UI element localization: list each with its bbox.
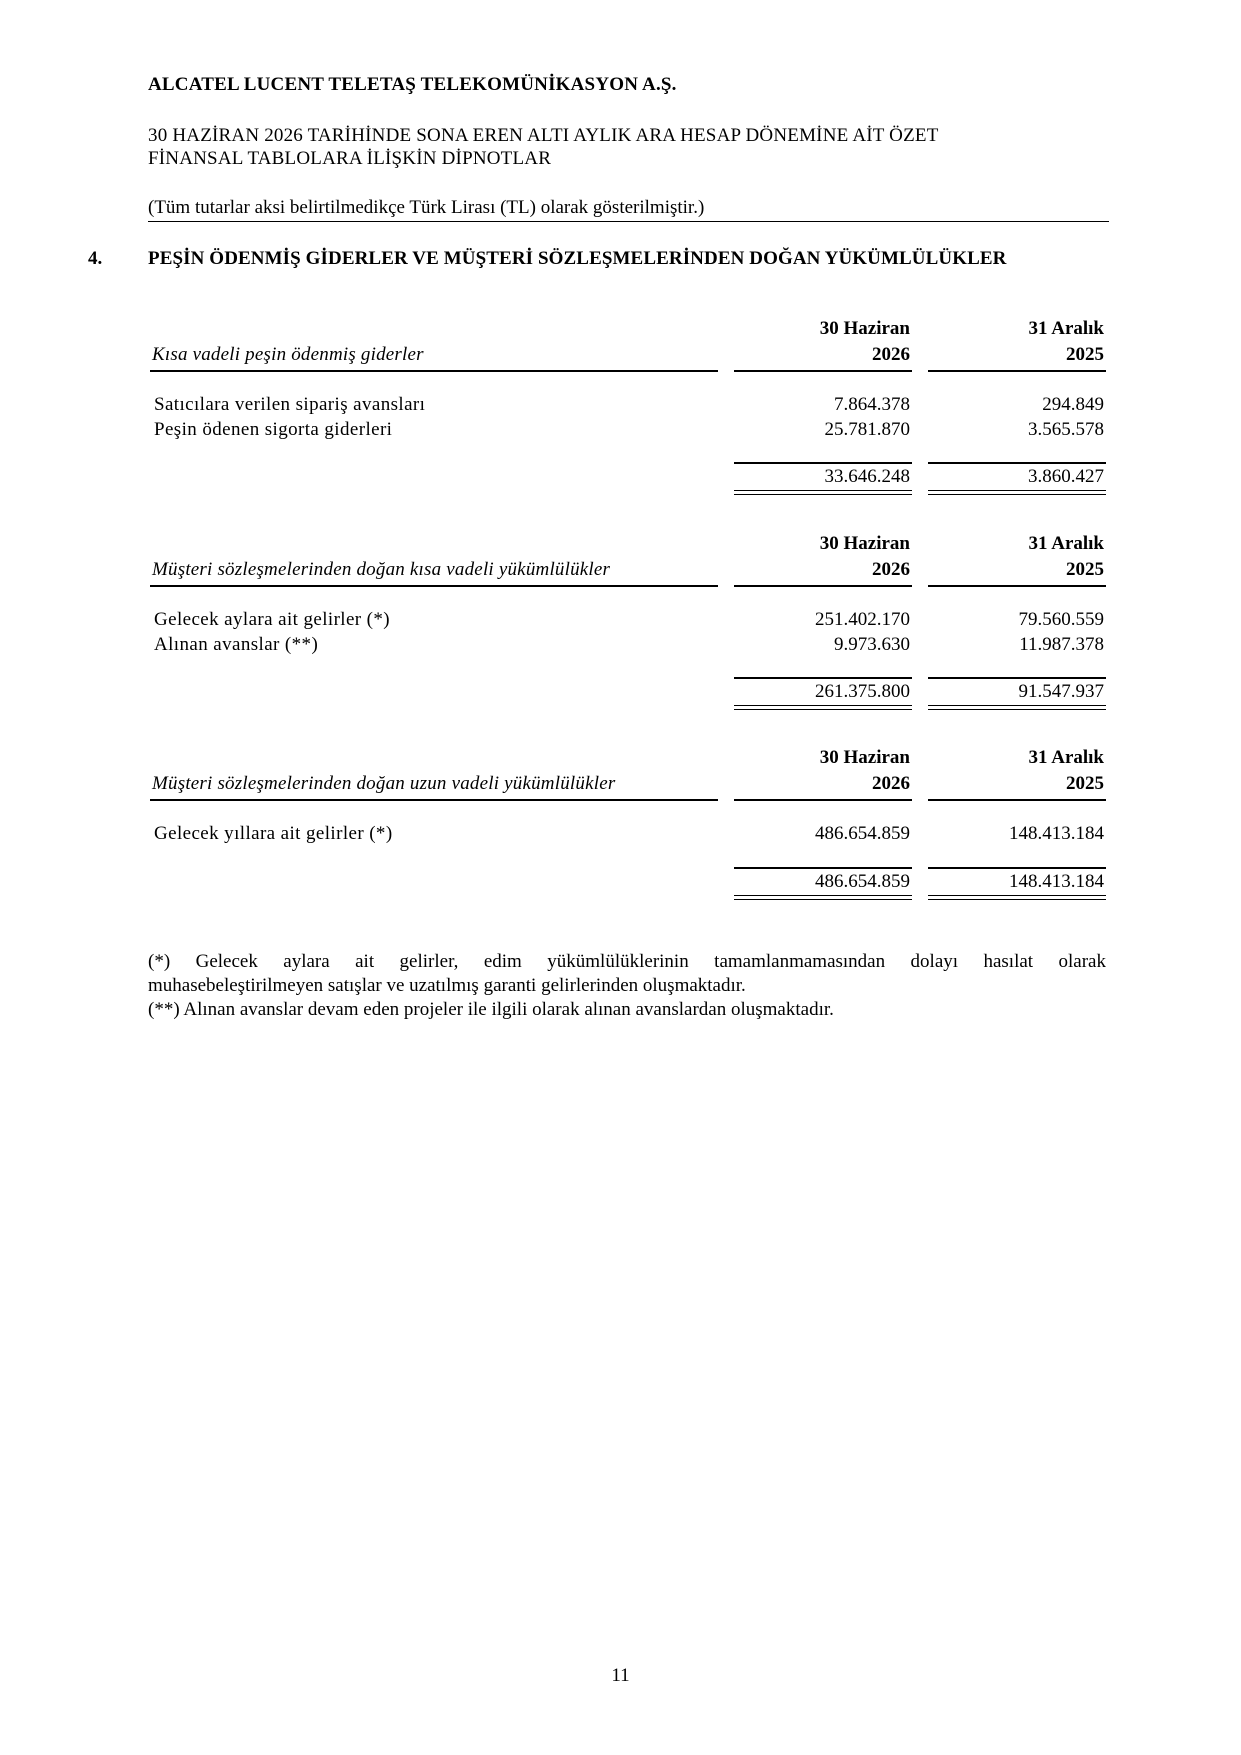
header-underline — [928, 799, 1106, 801]
total-row — [150, 679, 1106, 705]
column-header-line: 31 Aralık — [1028, 318, 1104, 339]
double-underline — [928, 494, 1106, 495]
double-underline — [734, 895, 912, 896]
currency-note: (Tüm tutarlar aksi belirtilmedikçe Türk Lirası (TL) olarak gösterilmiştir.) — [148, 197, 705, 218]
double-underline — [734, 705, 912, 706]
page-number: 11 — [611, 1665, 630, 1686]
column-header-line: 31 Aralık — [1028, 533, 1104, 554]
total-value-2025: 91.547.937 — [1018, 681, 1104, 702]
row-label: Alınan avanslar (**) — [154, 634, 319, 655]
header-underline — [928, 585, 1106, 587]
table-label: Kısa vadeli peşin ödenmiş giderler — [152, 344, 424, 365]
total-value-2026: 486.654.859 — [815, 871, 910, 892]
footnote-2: (**) Alınan avanslar devam eden projeler ile ilgili olarak alınan avanslardan oluşmaktadır. — [148, 999, 834, 1020]
total-value-2026: 33.646.248 — [824, 466, 910, 487]
double-underline — [734, 494, 912, 495]
footnote-1 — [148, 950, 1106, 998]
column-header-line: 30 Haziran — [819, 747, 910, 768]
table-row — [150, 632, 1106, 658]
column-header-line: 30 Haziran — [819, 318, 910, 339]
double-underline — [734, 899, 912, 900]
header-underline — [150, 585, 718, 587]
total-value-2026: 261.375.800 — [815, 681, 910, 702]
row-value-2025: 294.849 — [1042, 394, 1104, 415]
row-value-2025: 3.565.578 — [1028, 419, 1104, 440]
column-header-line: 2026 — [872, 559, 910, 580]
total-value-2025: 148.413.184 — [1009, 871, 1104, 892]
total-value-2025: 3.860.427 — [1028, 466, 1104, 487]
header-divider — [148, 221, 1109, 222]
double-underline — [928, 709, 1106, 710]
column-header-2026 — [736, 316, 910, 368]
column-header-2025 — [930, 316, 1104, 368]
company-name: ALCATEL LUCENT TELETAŞ TELEKOMÜNİKASYON A.Ş. — [148, 74, 677, 95]
row-value-2026: 486.654.859 — [815, 823, 910, 844]
row-value-2025: 11.987.378 — [1019, 634, 1104, 655]
row-value-2026: 9.973.630 — [834, 634, 910, 655]
total-row — [150, 869, 1106, 895]
row-value-2026: 7.864.378 — [834, 394, 910, 415]
row-label: Gelecek aylara ait gelirler (*) — [154, 609, 391, 630]
row-value-2025: 79.560.559 — [1018, 609, 1104, 630]
table-row — [150, 417, 1106, 443]
row-label: Satıcılara verilen sipariş avansları — [154, 394, 426, 415]
row-value-2026: 251.402.170 — [815, 609, 910, 630]
subtitle-line-2: FİNANSAL TABLOLARA İLİŞKİN DİPNOTLAR — [148, 148, 552, 169]
column-header-2026 — [736, 745, 910, 797]
column-header-2025 — [930, 531, 1104, 583]
header-underline — [150, 799, 718, 801]
subtitle-line-1: 30 HAZİRAN 2026 TARİHİNDE SONA EREN ALTI AYLIK ARA HESAP DÖNEMİNE AİT ÖZET — [148, 125, 939, 146]
total-row — [150, 464, 1106, 490]
double-underline — [928, 895, 1106, 896]
row-label: Peşin ödenen sigorta giderleri — [154, 419, 393, 440]
row-label: Gelecek yıllara ait gelirler (*) — [154, 823, 393, 844]
column-header-2026 — [736, 531, 910, 583]
header-underline — [150, 370, 718, 372]
report-subtitle — [148, 124, 939, 170]
table-row — [150, 607, 1106, 633]
section-title: PEŞİN ÖDENMİŞ GİDERLER VE MÜŞTERİ SÖZLEŞMELERİNDEN DOĞAN YÜKÜMLÜLÜKLER — [148, 248, 1007, 269]
column-header-line: 2026 — [872, 773, 910, 794]
column-header-line: 31 Aralık — [1028, 747, 1104, 768]
row-value-2025: 148.413.184 — [1009, 823, 1104, 844]
column-header-line: 2025 — [1066, 773, 1104, 794]
column-header-line: 2026 — [872, 344, 910, 365]
header-underline — [734, 370, 912, 372]
column-header-2025 — [930, 745, 1104, 797]
double-underline — [928, 899, 1106, 900]
table-row — [150, 392, 1106, 418]
row-value-2026: 25.781.870 — [824, 419, 910, 440]
column-header-line: 2025 — [1066, 344, 1104, 365]
double-underline — [734, 709, 912, 710]
column-header-line: 2025 — [1066, 559, 1104, 580]
footnote-1-line-2: muhasebeleştirilmeyen satışlar ve uzatılmış garanti gelirlerinden oluşmaktadır. — [148, 975, 746, 996]
table-row — [150, 821, 1106, 847]
section-number: 4. — [88, 248, 103, 269]
double-underline — [928, 490, 1106, 491]
header-underline — [928, 370, 1106, 372]
double-underline — [734, 490, 912, 491]
table-label: Müşteri sözleşmelerinden doğan kısa vadeli yükümlülükler — [152, 559, 611, 580]
table-label: Müşteri sözleşmelerinden doğan uzun vadeli yükümlülükler — [152, 773, 616, 794]
header-underline — [734, 585, 912, 587]
column-header-line: 30 Haziran — [819, 533, 910, 554]
double-underline — [928, 705, 1106, 706]
footnote-1-line-1: (*) Gelecek aylara ait gelirler, edim yükümlülüklerinin tamamlanmamasından dolayı hasılat olarak — [148, 951, 1106, 972]
header-underline — [734, 799, 912, 801]
